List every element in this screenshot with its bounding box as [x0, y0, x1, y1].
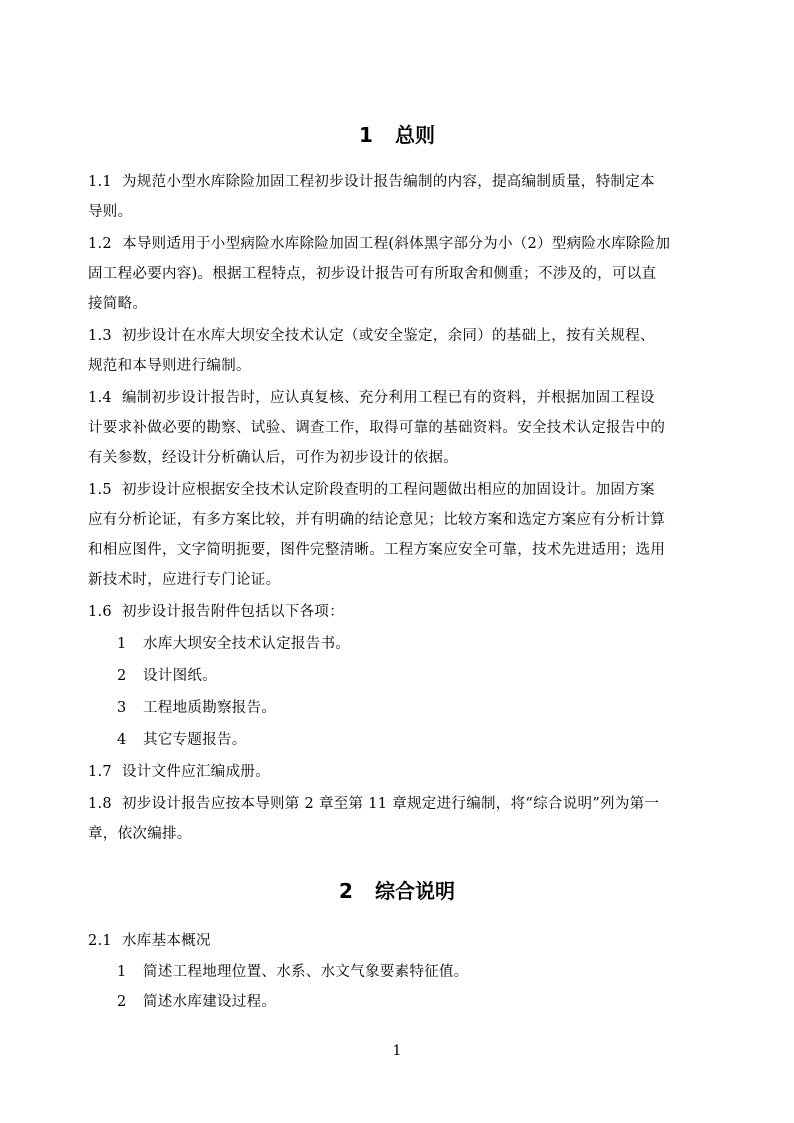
clause-1-8	[88, 792, 718, 813]
clause-2-1	[88, 929, 718, 950]
clause-1-6	[88, 600, 718, 621]
list-item	[117, 960, 747, 981]
item-number: 2	[117, 668, 127, 684]
page-number: 1	[392, 1043, 402, 1059]
clause-1-1-cont: 导则。	[88, 204, 133, 220]
clause-1-8-cont: 章，依次编排。	[88, 826, 192, 842]
list-item	[117, 990, 747, 1011]
clause-text: 初步设计报告附件包括以下各项：	[122, 604, 344, 620]
chapter-2-heading	[0, 875, 794, 904]
clause-number: 1.5	[88, 482, 112, 498]
clause-number: 1.8	[88, 796, 112, 812]
clause-1-1	[88, 170, 718, 191]
clause-1-4-cont: 计要求补做必要的勘察、试验、调查工作，取得可靠的基础资料。安全技术认定报告中的	[88, 420, 666, 436]
clause-1-5-cont: 应有分析论证，有多方案比较，并有明确的结论意见；比较方案和选定方案应有分析计算	[88, 512, 666, 528]
item-text: 水库大坝安全技术认定报告书。	[143, 636, 351, 652]
clause-1-3	[88, 324, 718, 345]
clause-text: 初步设计报告应按本导则第 2 章至第 11 章规定进行编制，将“综合说明”列为第一	[122, 796, 660, 812]
clause-1-2	[88, 232, 718, 253]
item-number: 1	[117, 636, 127, 652]
clause-number: 1.2	[88, 236, 112, 252]
clause-number: 1.3	[88, 328, 112, 344]
clause-text: 为规范小型水库除险加固工程初步设计报告编制的内容，提高编制质量，特制定本	[122, 174, 655, 190]
clause-1-7	[88, 760, 718, 781]
clause-text: 初步设计在水库大坝安全技术认定（或安全鉴定，余同）的基础上，按有关规程、	[122, 328, 655, 344]
clause-1-5	[88, 478, 718, 499]
item-number: 2	[117, 994, 127, 1010]
list-item	[117, 728, 747, 749]
clause-text: 编制初步设计报告时，应认真复核、充分利用工程已有的资料，并根据加固工程设	[122, 390, 655, 406]
item-text: 简述水库建设过程。	[143, 994, 277, 1010]
list-item	[117, 664, 747, 685]
clause-1-5-cont: 和相应图件，文字简明扼要，图件完整清晰。工程方案应安全可靠，技术先进适用；选用	[88, 542, 666, 558]
chapter-title: 综合说明	[374, 879, 455, 903]
clause-text: 初步设计应根据安全技术认定阶段查明的工程问题做出相应的加固设计。加固方案	[122, 482, 655, 498]
clause-text: 设计文件应汇编成册。	[122, 764, 270, 780]
chapter-number: 2	[339, 879, 353, 903]
clause-1-3-cont: 规范和本导则进行编制。	[88, 358, 251, 374]
list-item	[117, 632, 747, 653]
list-item	[117, 696, 747, 717]
clause-1-2-cont: 固工程必要内容)。根据工程特点，初步设计报告可有所取舍和侧重；不涉及的，可以直	[88, 266, 657, 282]
clause-number: 1.6	[88, 604, 112, 620]
clause-1-4	[88, 386, 718, 407]
clause-text: 本导则适用于小型病险水库除险加固工程(斜体黑字部分为小（2）型病险水库除险加	[122, 236, 671, 252]
chapter-1-heading	[0, 119, 794, 148]
clause-1-2-cont: 接简略。	[88, 296, 148, 312]
item-number: 4	[117, 732, 127, 748]
item-number: 1	[117, 964, 127, 980]
item-text: 设计图纸。	[143, 668, 217, 684]
item-number: 3	[117, 700, 127, 716]
clause-number: 1.1	[88, 174, 112, 190]
clause-number: 1.7	[88, 764, 112, 780]
clause-number: 2.1	[88, 933, 112, 949]
clause-number: 1.4	[88, 390, 112, 406]
clause-1-5-cont: 新技术时，应进行专门论证。	[88, 572, 281, 588]
item-text: 简述工程地理位置、水系、水文气象要素特征值。	[143, 964, 469, 980]
item-text: 工程地质勘察报告。	[143, 700, 277, 716]
chapter-number: 1	[359, 123, 373, 147]
chapter-title: 总则	[394, 123, 435, 147]
item-text: 其它专题报告。	[143, 732, 247, 748]
clause-text: 水库基本概况	[122, 933, 211, 949]
clause-1-4-cont: 有关参数，经设计分析确认后，可作为初步设计的依据。	[88, 450, 458, 466]
